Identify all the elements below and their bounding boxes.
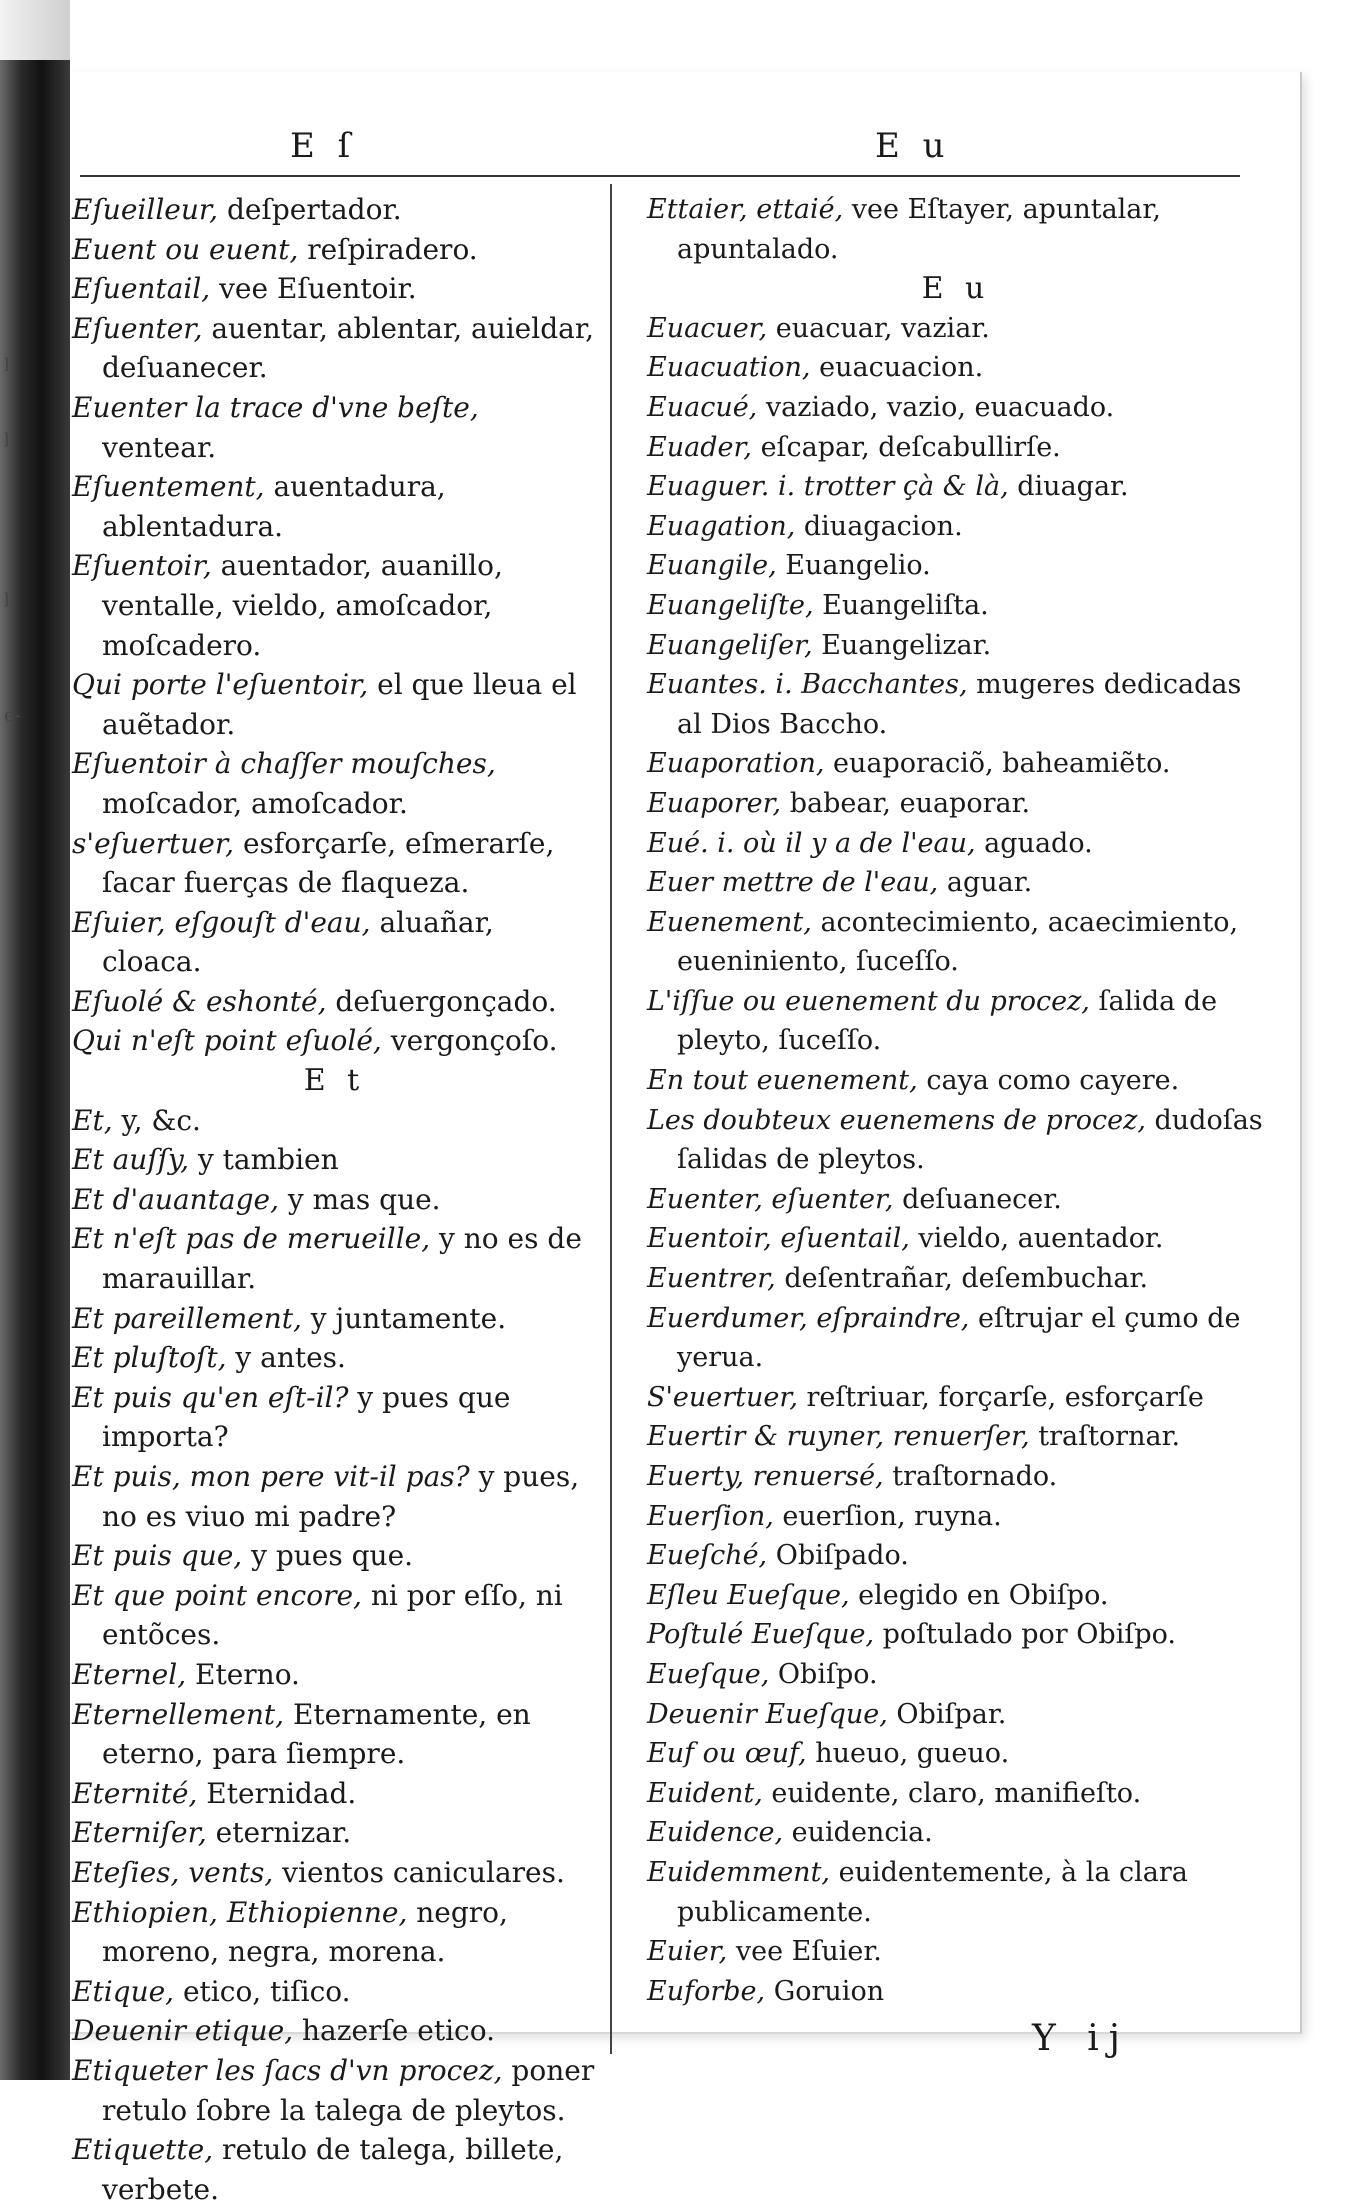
dictionary-entry [647,744,1265,784]
entry-translation: hazerſe etico. [293,2014,496,2048]
header-rule [80,175,1240,177]
entry-translation: auentadura, ablentadura. [102,470,446,543]
dictionary-entry [647,863,1265,903]
dictionary-entry [647,1813,1265,1853]
margin-mark: l- [4,355,16,376]
entry-headword: Euidemment, [647,1856,831,1888]
dictionary-entry [72,1536,597,1576]
dictionary-entry [647,1061,1265,1101]
dictionary-entry [72,546,597,665]
entry-headword: Eternel, [72,1657,187,1691]
entry-translation: aluañar, cloaca. [102,905,494,979]
dictionary-entry [72,1378,597,1457]
dictionary-entry [647,784,1265,824]
left-column [72,190,597,2209]
dictionary-entry [647,1378,1265,1418]
entry-translation: elegido en Obiſpo. [849,1579,1109,1611]
entry-translation: dudoſas ſalidas de pleytos. [677,1104,1263,1176]
dictionary-entry [72,2011,597,2051]
entry-headword: Euacuation, [647,352,811,384]
dictionary-entry [72,1576,597,1655]
dictionary-entry [72,1972,597,2012]
dictionary-entry [647,1259,1265,1299]
entry-translation: vee Eſuentoir. [210,272,417,306]
entry-headword: Euangile, [647,550,777,582]
section-heading: E t [303,1063,366,1099]
dictionary-entry [72,1180,597,1220]
entry-translation: reſpiradero. [298,232,478,266]
dictionary-entry [72,1299,597,1339]
entry-translation: Obiſpo. [769,1658,878,1690]
entry-headword: Et pluſtoſt, [72,1341,227,1375]
entry-headword: Euidence, [647,1817,784,1849]
entry-translation: Euangelizar. [812,629,992,661]
entry-translation: retulo de talega, billete, verbete. [102,2133,564,2206]
right-column [647,190,1265,2011]
entry-translation: eſtrujar el çumo de yerua. [677,1302,1241,1374]
entry-translation: eſcapar, deſcabullirſe. [751,431,1061,463]
dictionary-entry [72,1457,597,1536]
entry-headword: En tout euenement, [647,1065,918,1097]
entry-translation: poner retulo ſobre la talega de pleytos. [102,2053,595,2127]
entry-translation: deſuanecer. [893,1183,1062,1215]
entry-headword: Etiquette, [72,2133,214,2167]
entry-headword: Euent ou euent, [72,232,299,266]
entry-translation: auentador, auanillo, ventalle, vieldo, amoſcador, moſcadero. [102,549,503,662]
dictionary-entry [647,546,1265,586]
dictionary-entry [647,1299,1265,1378]
entry-translation: aguar. [938,867,1033,899]
entry-headword: Eſuier, eſgouſt d'eau, [72,905,371,939]
entry-headword: Euerty, renuersé, [647,1461,884,1492]
entry-headword: Eſuolé & eshonté, [72,984,327,1018]
dictionary-entry [647,982,1265,1061]
entry-headword: Euacué, [647,391,758,423]
dictionary-entry [647,1101,1265,1180]
entry-headword: Deuenir etique, [72,2014,294,2048]
entry-headword: Poſtulé Eueſque, [647,1619,875,1651]
dictionary-entry [72,982,597,1022]
dictionary-entry [72,1813,597,1853]
dictionary-entry [647,903,1265,982]
entry-translation: esforçarſe, eſmerarſe, ſacar fuerças de flaqueza. [102,826,555,900]
dictionary-entry [72,1219,597,1298]
entry-headword: Euentrer, [647,1263,776,1295]
entry-translation: diuagar. [1008,471,1129,503]
dictionary-entry [647,1536,1265,1576]
entry-headword: Les doubteux euenemens de procez, [647,1104,1146,1136]
dictionary-entry [647,1417,1265,1457]
entry-translation: etico, tiſico. [174,1974,351,2008]
entry-translation: y no es de marauillar. [102,1222,582,1296]
entry-headword: Et que point encore, [72,1578,362,1612]
entry-translation: Euangelio. [776,550,931,582]
entry-headword: Euaporation, [647,748,825,780]
dictionary-entry [647,388,1265,428]
entry-headword: Et puis qu'en eſt-il? [72,1380,349,1414]
dictionary-entry [647,824,1265,864]
entry-headword: Eteſies, vents, [72,1855,274,1889]
dictionary-entry [72,1021,597,1061]
entry-headword: Euangeliſte, [647,589,814,621]
entry-translation: traſtornado. [883,1461,1058,1492]
entry-translation: el que lleua el auẽtador. [102,668,577,741]
dictionary-entry [72,1101,597,1141]
entry-translation: hueuo, gueuo. [806,1738,1010,1770]
entry-headword: Et puis, mon pere vit-il pas? [72,1460,470,1493]
dictionary-entry [647,1497,1265,1537]
entry-headword: Euentoir, eſuentail, [647,1223,910,1255]
dictionary-entry [647,1219,1265,1259]
entry-headword: Eſuentoir à chaſſer mouſches, [72,747,496,781]
dictionary-page [70,72,1302,2206]
dictionary-entry [647,1695,1265,1735]
entry-translation: babear, euaporar. [781,787,1031,819]
entry-headword: S'euertuer, [647,1381,798,1413]
entry-headword: Euerſion, [647,1500,774,1532]
entry-translation: mugeres dedicadas al Dios Baccho. [677,669,1242,740]
entry-translation: y tambien [189,1143,339,1177]
entry-translation: euaporaciõ, baheamiẽto. [824,748,1171,780]
dictionary-entry [72,1893,597,1972]
entry-translation: acontecimiento, acaecimiento, eueniniento, ſuceſſo. [677,906,1239,978]
entry-headword: Qui porte l'eſuentoir, [72,668,369,702]
entry-headword: Et, [72,1103,113,1137]
entry-headword: Eſueilleur, [72,193,219,226]
entry-translation: Eterno. [186,1657,300,1691]
entry-translation: vee Eſuier. [727,1936,882,1968]
entry-translation: Goruion [765,1975,885,2007]
dictionary-entry [647,1932,1265,1972]
dictionary-entry [647,665,1265,744]
entry-translation: y pues que. [242,1539,414,1573]
signature-mark: Y ij [1032,2018,1130,2059]
entry-translation: y antes. [226,1341,346,1375]
entry-translation: y juntamente. [301,1301,507,1335]
entry-translation: y, &c. [112,1103,201,1137]
entry-headword: Euforbe, [647,1975,766,2007]
entry-headword: Etique, [72,1974,175,2008]
entry-translation: ventear. [102,430,217,464]
dictionary-entry [647,309,1265,349]
dictionary-entry [647,1972,1265,2012]
entry-translation: euerſion, ruyna. [773,1500,1002,1532]
entry-translation: Eternamente, en eterno, para ſiempre. [102,1697,531,1771]
dictionary-entry [647,467,1265,507]
dictionary-entry [72,1853,597,1893]
entry-headword: Euagation, [647,510,796,542]
entry-headword: Euenter la trace d'vne beſte, [72,390,479,424]
entry-headword: Euertir & ruyner, renuerſer, [647,1421,1030,1453]
entry-translation: auentar, ablentar, auieldar, deſuanecer. [102,311,595,385]
dictionary-entry [647,1734,1265,1774]
dictionary-entry [72,1140,597,1180]
entry-headword: Eternellement, [72,1697,285,1731]
dictionary-entry [72,230,597,270]
entry-headword: Eſuentail, [72,272,211,306]
entry-translation: euidencia. [783,1817,933,1849]
dictionary-entry [647,1774,1265,1814]
entry-headword: Ethiopien, Ethiopienne, [72,1895,408,1929]
entry-headword: Euf ou œuf, [647,1738,807,1770]
entry-translation: eternizar. [206,1816,352,1850]
section-heading: E u [921,271,991,307]
running-head-left: E ſ [290,126,357,166]
entry-translation: y mas que. [279,1182,441,1216]
entry-headword: Et n'eſt pas de merueille, [72,1222,431,1256]
dictionary-entry [647,507,1265,547]
entry-translation: Obiſpado. [767,1540,909,1572]
entry-headword: Euer mettre de l'eau, [647,867,939,899]
entry-translation: aguado. [975,827,1093,859]
entry-headword: s'eſuertuer, [72,826,235,860]
entry-translation: poſtulado por Obiſpo. [874,1619,1176,1651]
entry-headword: Euier, [647,1936,728,1968]
entry-headword: Euangeliſer, [647,629,813,661]
entry-translation: euidente, claro, manifieſto. [762,1777,1142,1809]
entry-translation: deſpertador. [218,193,402,226]
entry-headword: Euaporer, [647,787,782,819]
entry-headword: Euerdumer, eſpraindre, [647,1302,970,1334]
entry-translation: vientos caniculares. [273,1855,565,1889]
entry-headword: Euader, [647,431,752,463]
entry-translation: Eternidad. [197,1776,357,1810]
entry-headword: Eſleu Eueſque, [647,1579,850,1611]
entry-translation: ni por eſſo, ni entõces. [102,1578,563,1652]
entry-translation: vieldo, auentador. [909,1223,1164,1255]
dictionary-entry [647,348,1265,388]
entry-translation: euacuacion. [810,352,984,384]
dictionary-entry [72,665,597,744]
dictionary-entry [72,744,597,823]
dictionary-entry [647,626,1265,666]
margin-mark: l. [4,430,16,451]
entry-translation: diuagacion. [795,510,963,542]
entry-headword: Deuenir Eueſque, [647,1698,888,1730]
entry-headword: Eſuentoir, [72,549,212,583]
dictionary-entry [72,2051,597,2130]
margin-mark: l- [4,590,16,611]
column-divider [610,184,612,2054]
dictionary-entry [647,1576,1265,1616]
entry-headword: Euaguer. i. trotter çà & là, [647,471,1009,503]
entry-translation: vergonçoſo. [381,1024,558,1058]
dictionary-entry [72,309,597,388]
dictionary-entry [647,1457,1265,1497]
entry-headword: Eternité, [72,1776,198,1810]
running-head-right: E u [875,126,951,166]
entry-headword: Euenter, eſuenter, [647,1183,894,1215]
entry-headword: Euantes. i. Bacchantes, [647,669,968,701]
entry-translation: vee Eſtayer, apuntalar, apuntalado. [677,194,1161,265]
entry-headword: Et pareillement, [72,1301,302,1335]
entry-headword: Euident, [647,1777,763,1809]
entry-translation: euacuar, vaziar. [767,312,990,344]
entry-translation: euidentemente, à la clara publicamente. [677,1856,1188,1928]
dictionary-entry [647,1853,1265,1932]
dictionary-entry [72,1655,597,1695]
dictionary-entry [72,1338,597,1378]
entry-translation: traſtornar. [1029,1421,1181,1453]
entry-headword: L'iſſue ou euenement du procez, [647,985,1090,1017]
dictionary-entry [72,903,597,982]
entry-translation: Euangeliſta. [813,589,989,621]
entry-translation: reſtriuar, forçarſe, esforçarſe [797,1381,1204,1413]
dictionary-entry [647,1655,1265,1695]
dictionary-entry [72,190,597,230]
entry-headword: Eſuenter, [72,311,203,345]
entry-headword: Euenement, [647,906,812,938]
dictionary-entry [72,1695,597,1774]
dictionary-entry [72,1774,597,1814]
dictionary-entry [72,269,597,309]
dictionary-entry [72,467,597,546]
entry-translation: y pues que importa? [102,1380,511,1454]
entry-headword: Eſuentement, [72,470,265,504]
entry-headword: Et d'auantage, [72,1182,280,1216]
entry-translation: caya como cayere. [917,1065,1180,1097]
dictionary-entry [72,388,597,467]
entry-headword: Eueſque, [647,1658,770,1690]
dictionary-entry [647,586,1265,626]
entry-headword: Qui n'eſt point eſuolé, [72,1024,382,1058]
entry-translation: Obiſpar. [887,1698,1007,1730]
entry-headword: Etiqueter les ſacs d'vn procez, [72,2053,503,2087]
entry-translation: negro, moreno, negra, morena. [102,1895,508,1969]
entry-headword: Eterniſer, [72,1816,207,1850]
entry-translation: vaziado, vazio, euacuado. [757,391,1115,423]
dictionary-entry [647,1180,1265,1220]
entry-translation: moſcador, amoſcador. [102,786,408,820]
dictionary-entry [72,824,597,903]
dictionary-entry [647,1615,1265,1655]
entry-translation: y pues, no es viuo mi padre? [102,1460,580,1533]
dictionary-entry [647,428,1265,468]
entry-translation: deſuergonçado. [326,984,557,1018]
margin-mark: e- [4,705,21,726]
entry-translation: deſentrañar, deſembuchar. [775,1263,1149,1295]
entry-translation: ſalida de pleyto, ſuceſſo. [677,985,1218,1057]
entry-headword: Et puis que, [72,1539,243,1573]
entry-headword: Et auſſy, [72,1143,190,1177]
entry-headword: Ettaier, ettaié, [647,194,844,225]
dictionary-entry [647,190,1265,269]
entry-headword: Eué. i. où il y a de l'eau, [647,827,976,859]
page-edge-top [0,0,70,60]
entry-headword: Eueſché, [647,1540,768,1572]
entry-headword: Euacuer, [647,312,768,344]
